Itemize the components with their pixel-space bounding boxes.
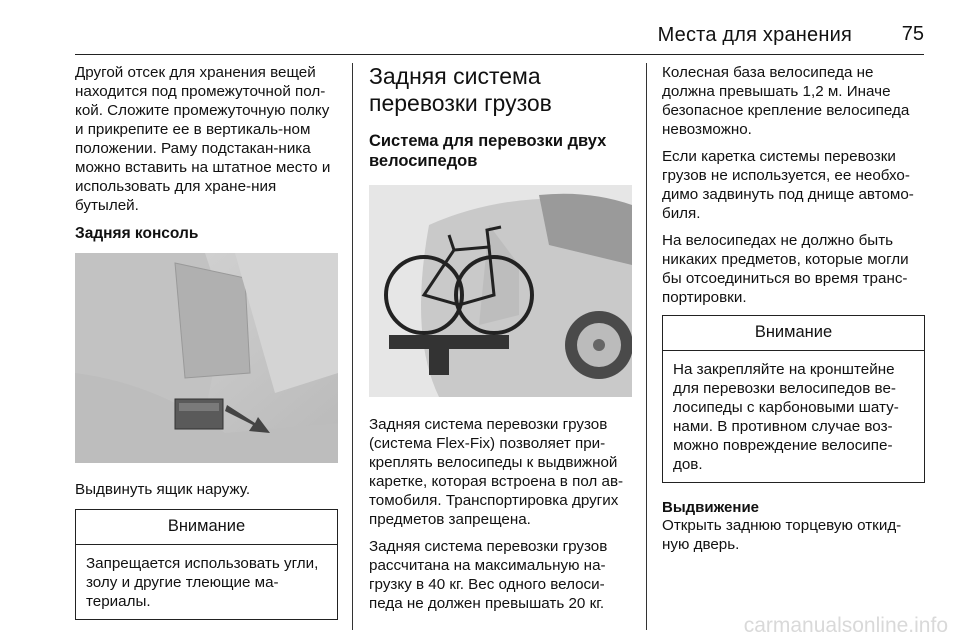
page-header <box>0 0 960 60</box>
rear-console-heading: Задняя консоль <box>75 225 199 242</box>
bike-carrier-photo <box>369 185 632 397</box>
column-2 <box>369 63 632 621</box>
warning-text: На закрепляйте на кронштейне для перевозки велосипедов ве-лосипеды с карбоновыми шату-нами. В противном случае воз-можно повреждение велосипе-дов. <box>673 361 899 473</box>
loose-items-paragraph: На велосипедах не должно быть никаких предметов, которые могли бы отсоединиться во время транс-портировки. <box>662 232 909 306</box>
section-title: Места для хранения <box>657 24 852 46</box>
rear-console-photo <box>75 253 338 463</box>
open-door-paragraph: Открыть заднюю торцевую откид-ную дверь. <box>662 517 902 553</box>
column-3 <box>662 63 925 562</box>
photo-caption: Выдвинуть ящик наружу. <box>75 481 251 498</box>
extension-heading: Выдвижение <box>662 499 760 516</box>
warning-box-fire <box>75 509 338 620</box>
flexfix-paragraph: Задняя система перевозки грузов (система Flex-Fix) позволяет при-креплять велосипеды к выдвижной каретке, которая встроена в пол ав-томобиля. Транспортировка других предметов запрещена. <box>369 416 624 528</box>
column-divider-1 <box>352 63 353 630</box>
column-divider-2 <box>646 63 647 630</box>
warning-text: Запрещается использовать угли, золу и другие тлеющие ма-териалы. <box>86 555 319 610</box>
rear-carrier-heading: Задняя система перевозки грузов <box>369 63 552 116</box>
storage-paragraph: Другой отсек для хранения вещей находится под промежуточной пол-кой. Сложите промежуточную полку и прикрепите ее в вертикаль-ном положении. Раму подстакан-ника можно вставить на штатное место и использовать для хране-ния бутылей. <box>75 64 331 214</box>
header-divider <box>75 54 924 55</box>
warning-title: Внимание <box>663 316 924 351</box>
load-paragraph: Задняя система перевозки грузов рассчитана на максимальную на-грузку в 40 кг. Вес одного велоси-педа не должен превышать 20 кг. <box>369 538 608 612</box>
column-1 <box>75 63 338 620</box>
warning-box-carbon <box>662 315 925 483</box>
retract-paragraph: Если каретка системы перевозки грузов не используется, ее необхо-димо задвинуть под днище автомо-биля. <box>662 148 914 222</box>
two-bike-heading: Система для перевозки двух велосипедов <box>369 132 607 170</box>
page-number: 75 <box>901 23 924 45</box>
wheelbase-paragraph: Колесная база велосипеда не должна превышать 1,2 м. Иначе безопасное крепление велосипеда невозможно. <box>662 64 910 138</box>
warning-title: Внимание <box>76 510 337 545</box>
watermark: carmanualsonline.info <box>743 614 948 637</box>
